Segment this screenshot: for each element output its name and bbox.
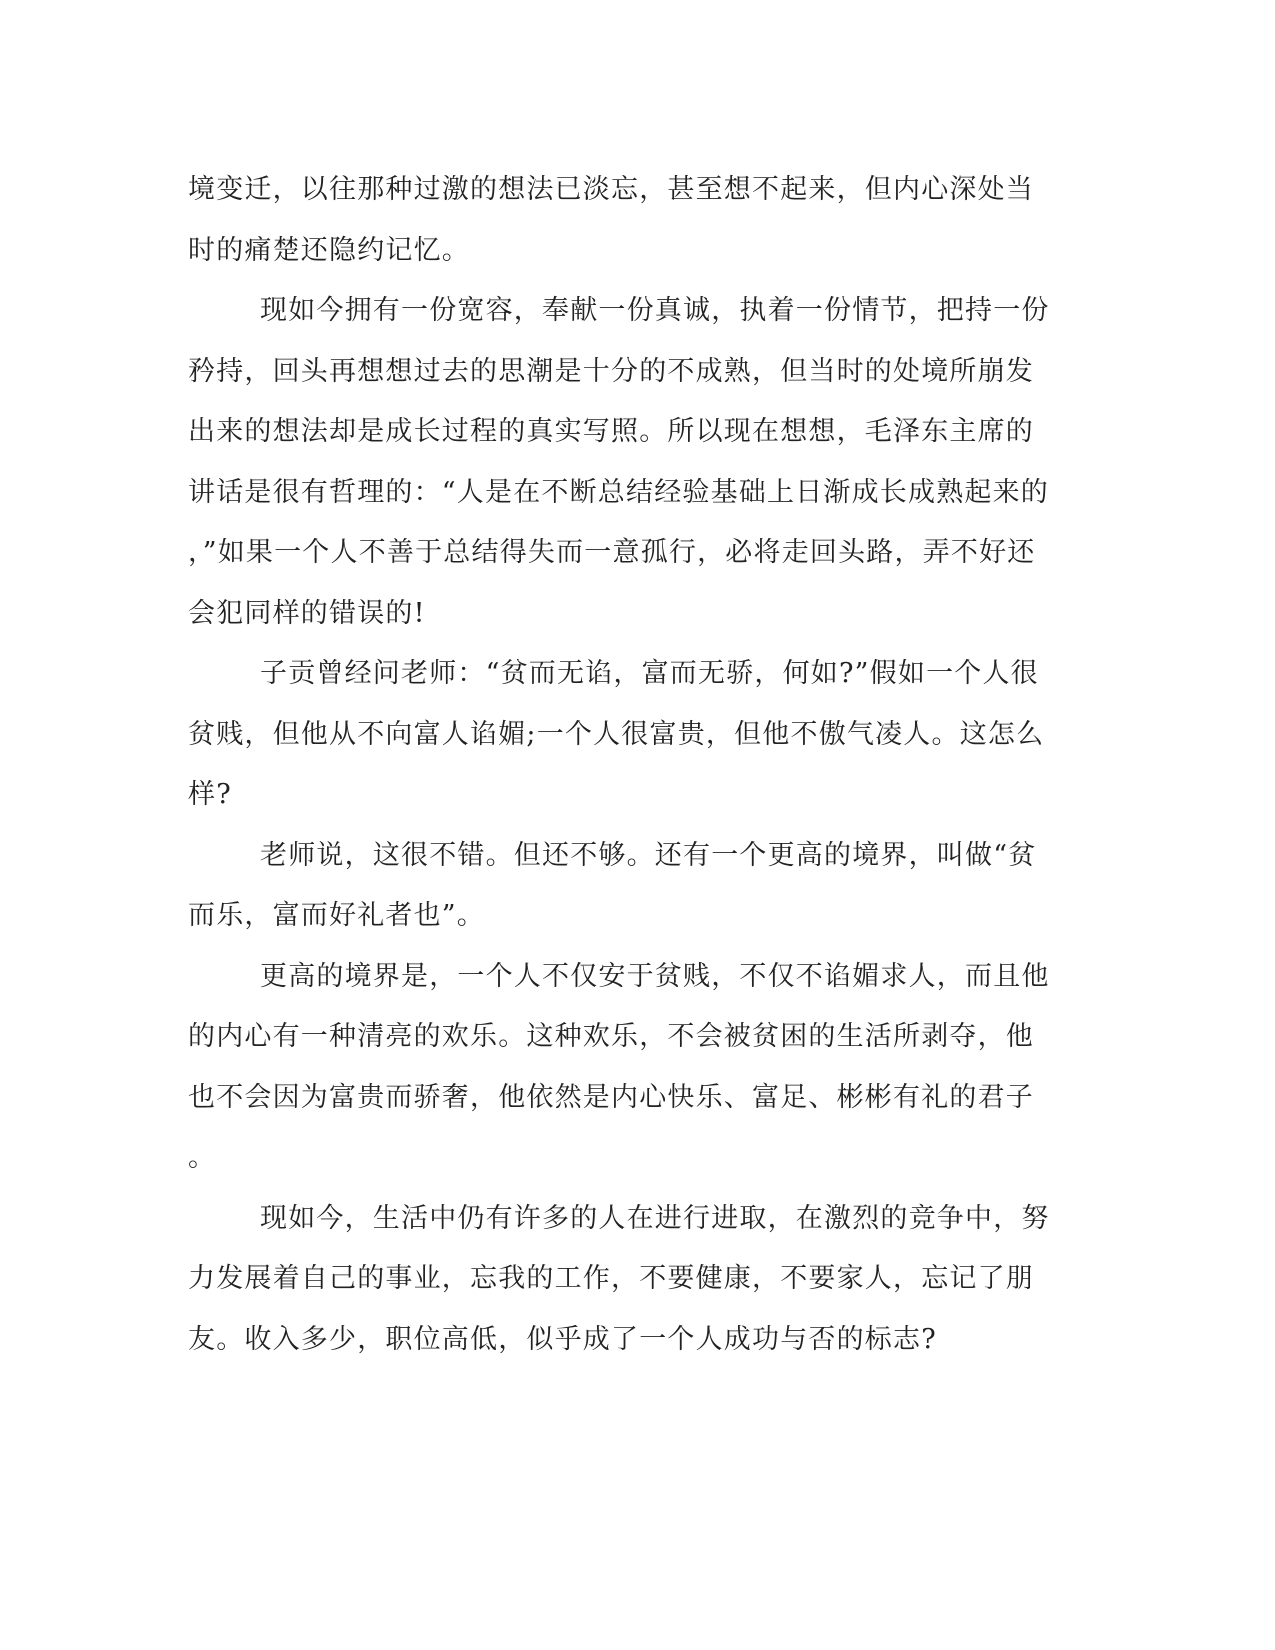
text-line: 矜持，回头再想想过去的思潮是十分的不成熟，但当时的处境所崩发 <box>188 355 1034 387</box>
text-line: 的内心有一种清亮的欢乐。这种欢乐，不会被贫困的生活所剥夺，他 <box>188 1021 1034 1052</box>
paragraph-2 <box>188 281 1068 644</box>
text-line: 老师说，这很不错。但还不够。还有一个更高的境界，叫做“贫 <box>260 839 1037 871</box>
paragraph-4 <box>188 826 1068 947</box>
text-line: 友。收入多少，职位高低，似乎成了一个人成功与否的标志? <box>188 1323 937 1355</box>
text-line: 境变迁，以往那种过激的想法已淡忘，甚至想不起来，但内心深处当 <box>188 174 1034 205</box>
paragraph-5 <box>188 947 1068 1189</box>
text-line: 会犯同样的错误的! <box>188 597 426 629</box>
text-line: 子贡曾经问老师：“贫而无谄，富而无骄，何如?”假如一个人很 <box>260 658 1039 689</box>
text-line: 。 <box>188 1142 217 1173</box>
document-body <box>188 160 1068 1370</box>
text-line: 现如今拥有一份宽容，奉献一份真诚，执着一份情节，把持一份 <box>260 295 1050 326</box>
text-line: 讲话是很有哲理的：“人是在不断总结经验基础上日渐成长成熟起来的 <box>188 476 1050 508</box>
text-line: 贫贱，但他从不向富人谄媚;一个人很富贵，但他不傲气凌人。这怎么 <box>188 718 1045 750</box>
text-line: ，”如果一个人不善于总结得失而一意孤行，必将走回头路，弄不好还 <box>188 537 1036 568</box>
text-line: 现如今，生活中仍有许多的人在进行进取，在激烈的竞争中，努 <box>260 1202 1050 1234</box>
text-line: 也不会因为富贵而骄奢，他依然是内心快乐、富足、彬彬有礼的君子 <box>188 1081 1034 1113</box>
text-line: 力发展着自己的事业，忘我的工作，不要健康，不要家人，忘记了朋 <box>188 1263 1034 1294</box>
paragraph-1 <box>188 160 1068 281</box>
text-line: 样? <box>188 779 232 810</box>
paragraph-6 <box>188 1189 1068 1371</box>
text-line: 更高的境界是，一个人不仅安于贫贱，不仅不谄媚求人，而且他 <box>260 960 1050 992</box>
text-line: 出来的想法却是成长过程的真实写照。所以现在想想，毛泽东主席的 <box>188 416 1034 447</box>
text-line: 而乐，富而好礼者也”。 <box>188 900 486 931</box>
paragraph-3 <box>188 644 1068 826</box>
text-line: 时的痛楚还隐约记忆。 <box>188 234 470 266</box>
